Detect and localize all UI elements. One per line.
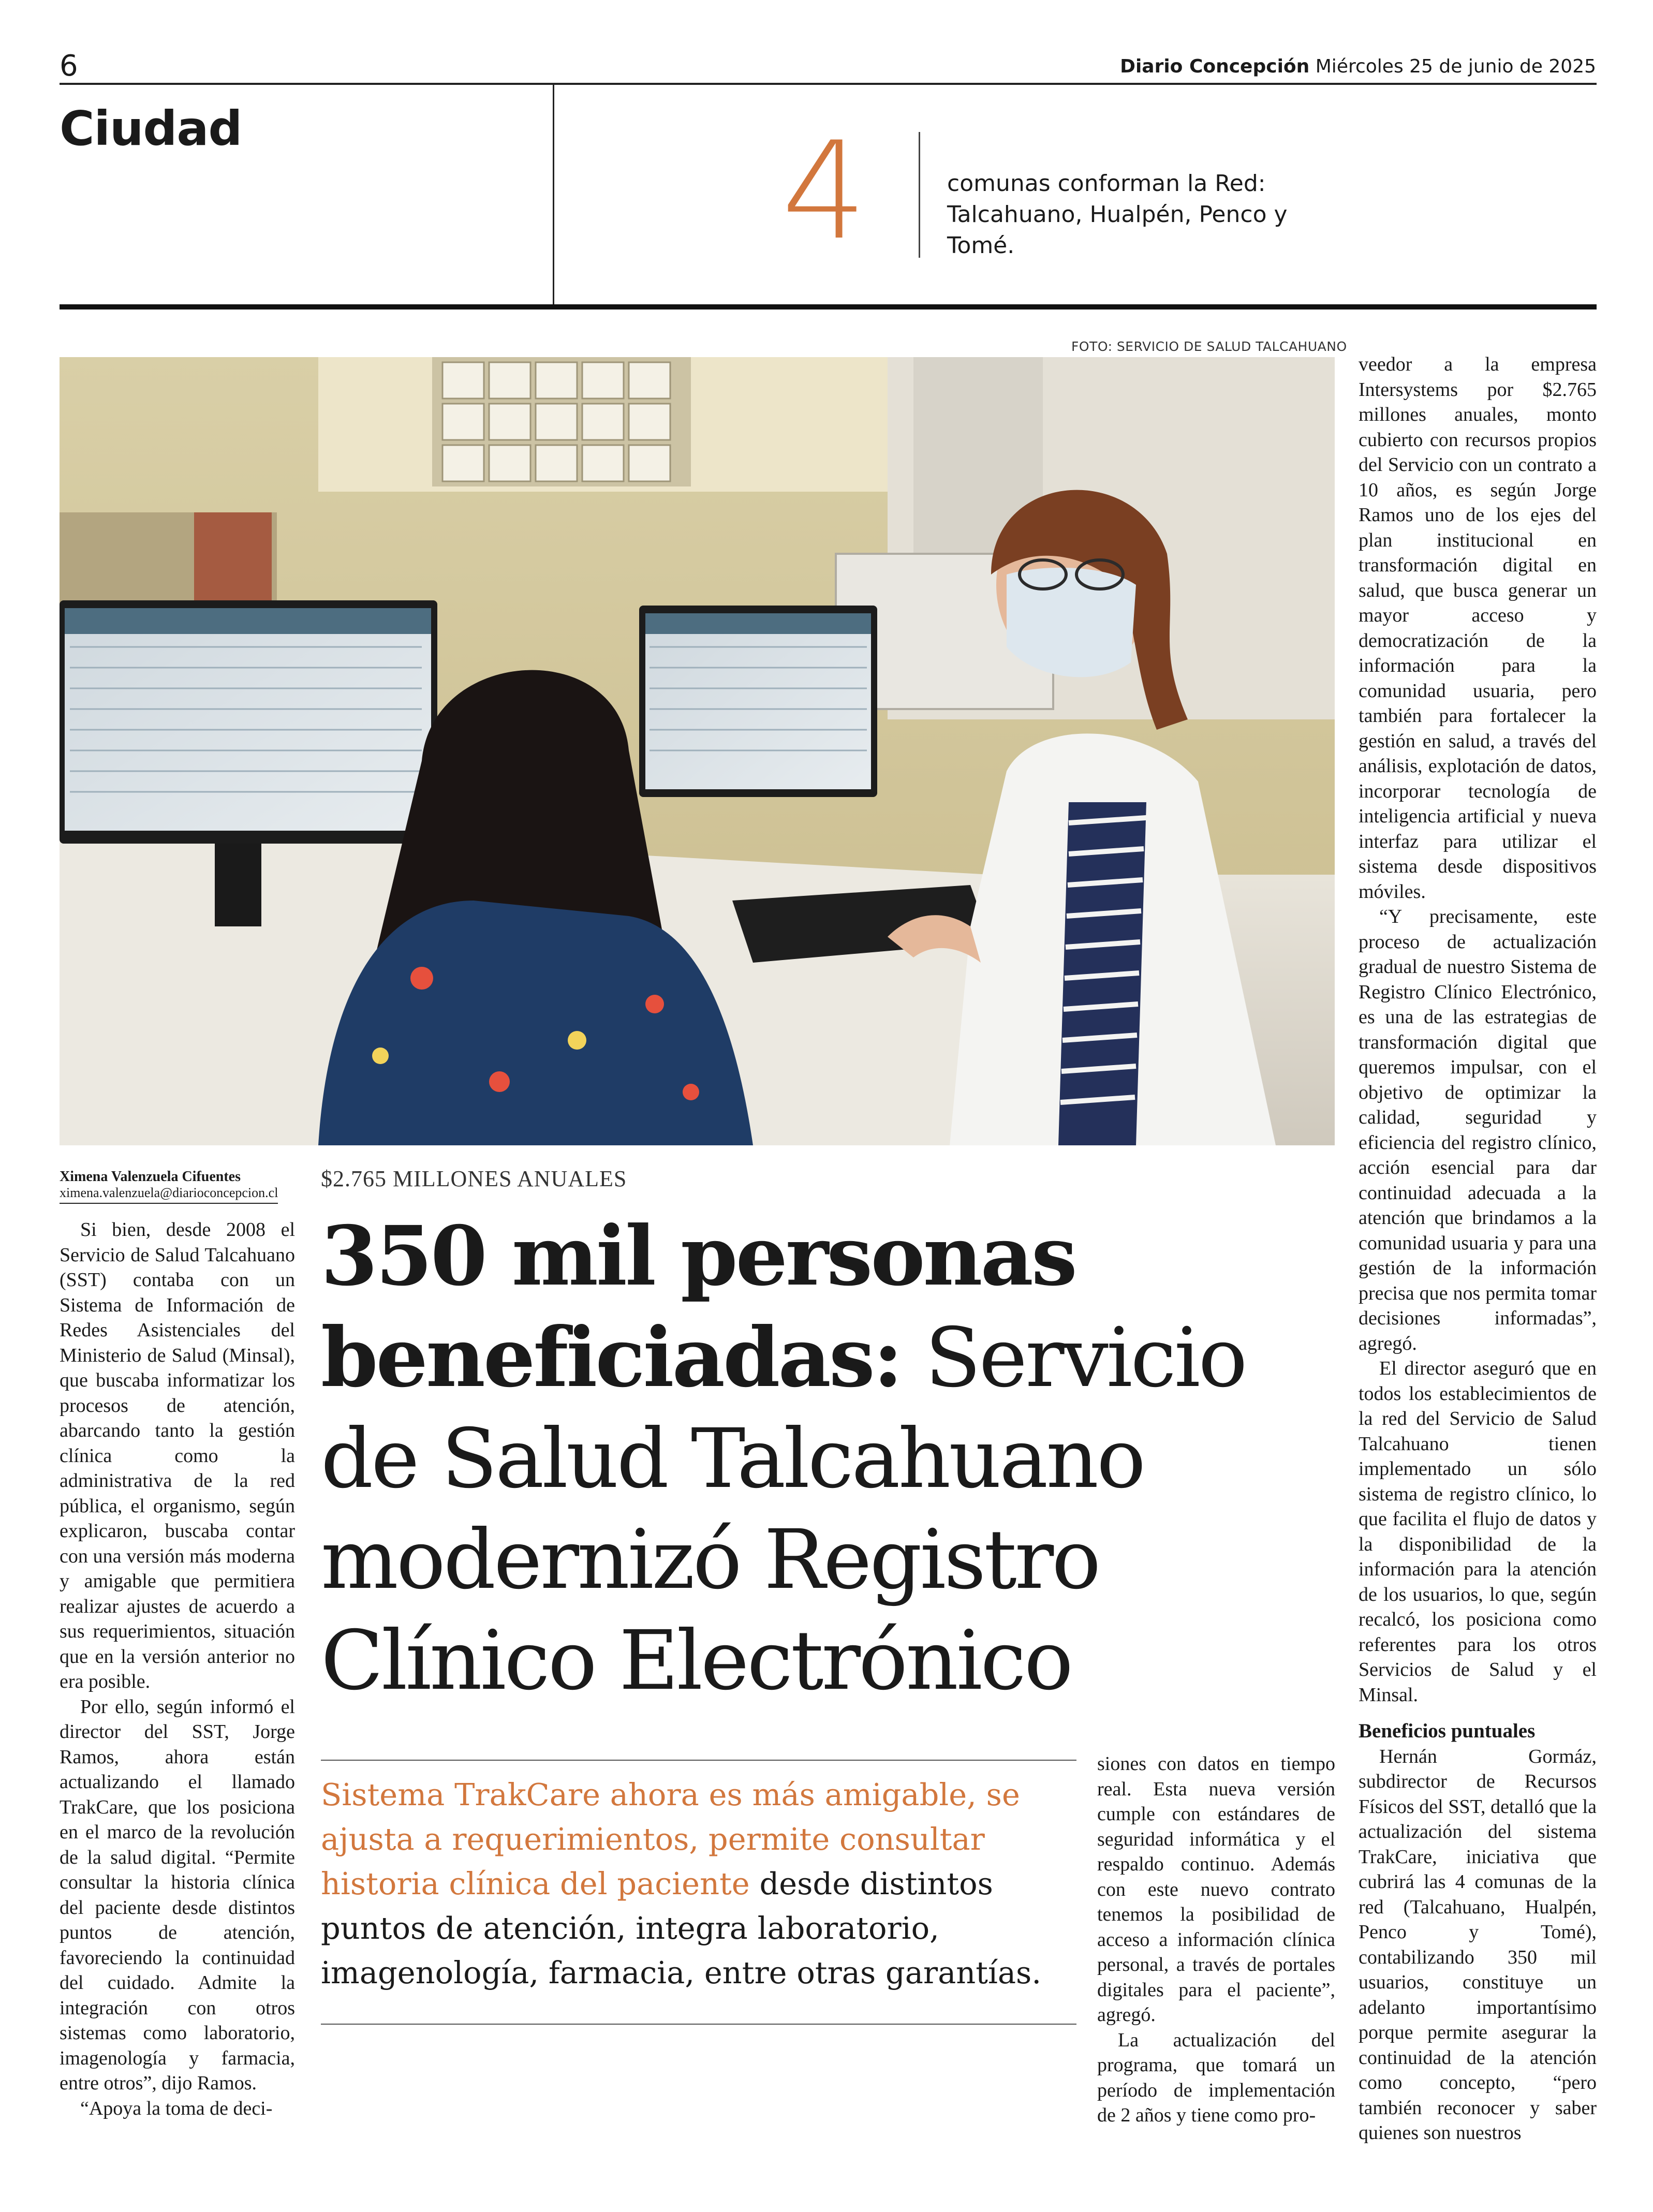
headline-light: de Salud Talcahuano: [321, 1411, 1144, 1507]
paragraph: La actualización del programa, que tomará un período de implementación de 2 años y tiene como pro-: [1097, 2029, 1335, 2126]
byline: [60, 1169, 298, 1204]
photo-illustration: [60, 357, 1335, 1145]
paragraph: “Apoya la toma de deci-: [80, 2097, 273, 2119]
article-column-left: [60, 1217, 295, 2121]
photo-credit: FOTO: SERVICIO DE SALUD TALCAHUANO: [1071, 339, 1347, 354]
highlight-caption: [947, 168, 1361, 261]
subhead-accent: Sistema TrakCare ahora es más amigable, se ajusta a requerimientos, permite consultar historia clínica del paciente: [321, 1777, 1020, 1901]
highlight-divider: [919, 132, 920, 258]
paragraph: Si bien, desde 2008 el Servicio de Salud Talcahuano (SST) contaba con un Sistema de Información de Redes Asistenciales del Ministerio de Salud (Minsal), que buscaba informatizar los procesos de atención, abarcando tanto la gestión clínica como la administrativa de la red pública, el organismo, según explicaron, buscaba contar con una versión más moderna y amigable que permitiera realizar ajustes de acuerdo a sus requerimientos, situación que en la versión anterior no era posible.: [60, 1219, 295, 1692]
column-subheading: Beneficios puntuales: [1359, 1720, 1536, 1742]
subhead-rule: [321, 1760, 1076, 1761]
headline-light: Servicio: [901, 1310, 1246, 1406]
publication-name: Diario Concepción: [1120, 56, 1310, 77]
highlight-caption-line: Talcahuano, Hualpén, Penco y Tomé.: [947, 201, 1288, 259]
header-rule: [60, 83, 1597, 85]
author-name: Ximena Valenzuela Cifuentes: [60, 1169, 241, 1185]
author-email[interactable]: ximena.valenzuela@diarioconcepcion.cl: [60, 1185, 278, 1204]
paragraph: veedor a la empresa Intersystems por $2.765 millones anuales, monto cubierto con recursos propios del Servicio con un contrato a 10 años, es según Jorge Ramos uno de los ejes del plan institucional en transformación digital en salud, que busca generar un mayor acceso y democratización de la información para la comunidad usuaria, pero también para fortalecer la gestión en salud, a través del análisis, explotación de datos, incorporar tecnología de inteligencia artificial y nueva interfaz para utilizar el sistema desde dispositivos móviles.: [1359, 353, 1597, 903]
section-rule: [60, 304, 1597, 309]
section-divider: [553, 84, 554, 305]
paragraph: Por ello, según informó el director del SST, Jorge Ramos, ahora están actualizando el llamado TrakCare, que los posiciona en el marco de la revolución de la salud digital. “Permite consultar la historia clínica del paciente desde distintos puntos de atención, favoreciendo la continuidad del cuidado. Admite la integración con otros sistemas como laboratorio, imagenología y farmacia, entre otros”, dijo Ramos.: [60, 1695, 295, 2094]
publication-date: Miércoles 25 de junio de 2025: [1315, 56, 1596, 77]
article-kicker: $2.765 MILLONES ANUALES: [321, 1166, 627, 1191]
section-label: Ciudad: [60, 101, 242, 156]
article-headline: [321, 1206, 1246, 1712]
headline-bold: beneficiadas:: [321, 1310, 902, 1406]
highlight-number: 4: [781, 113, 867, 270]
paragraph: Hernán Gormáz, subdirector de Recursos Físicos del SST, detalló que la actualización del sistema TrakCare, iniciativa que cubrirá las 4 comunas de la red (Talcahuano, Hualpén, Penco y Tomé), contabilizando 350 mil usuarios, constituye un adelanto importantísimo porque permite asegurar la continuidad de la atención como concepto, “pero también reconocer y saber quienes son nuestros: [1359, 1745, 1597, 2144]
paragraph: El director aseguró que en todos los establecimientos de la red del Servicio de Salud Talcahuano tienen implementado un sólo sistema de registro clínico, lo que facilita el flujo de datos y la disponibilidad de la información para la atención de los usuarios, lo que, según recalcó, los posiciona como referentes para los otros Servicios de Salud y el Minsal.: [1359, 1358, 1597, 1706]
headline-light: modernizó Registro: [321, 1512, 1099, 1608]
article-column-middle: [1097, 1751, 1335, 2128]
publication-header: [1120, 56, 1596, 77]
article-photo: [60, 357, 1335, 1145]
page-number: 6: [60, 49, 78, 83]
headline-bold: 350 mil personas: [321, 1208, 1075, 1304]
article-column-right: [1359, 352, 1597, 2146]
paragraph: siones con datos en tiempo real. Esta nueva versión cumple con estándares de seguridad informática y el respaldo continuo. Además con este nuevo contrato tenemos la posibilidad de acceso a información clínica personal, a través de portales digitales para el paciente”, agregó.: [1097, 1753, 1335, 2026]
headline-light: Clínico Electrónico: [321, 1613, 1071, 1708]
paragraph: “Y precisamente, este proceso de actualización gradual de nuestro Sistema de Registro Clínico Electrónico, es una de las estrategias de transformación digital que queremos impulsar, con el objetivo de optimizar la calidad, seguridad y eficiencia del registro clínico, acción esencial para dar continuidad adecuada a la atención que brindamos a la comunidad usuaria y para una gestión de la información precisa que nos permita tomar decisiones informadas”, agregó.: [1359, 906, 1597, 1354]
article-subhead: [321, 1773, 1076, 1995]
subhead-rule: [321, 2024, 1076, 2025]
subhead-rest: desde distintos puntos de atención, integra laboratorio, imagenología, farmacia, entre otras garantías.: [321, 1866, 1042, 1990]
highlight-caption-line: comunas conforman la Red:: [947, 170, 1266, 197]
